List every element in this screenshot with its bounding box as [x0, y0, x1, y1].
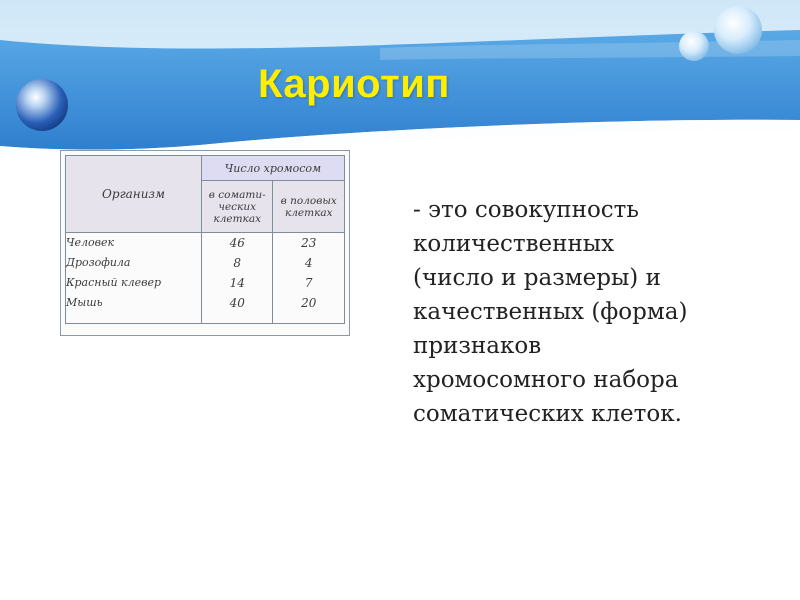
sex-count: 20 [301, 296, 317, 310]
chromosome-table-image [60, 150, 350, 336]
sex-column [273, 233, 345, 324]
sex-count: 23 [301, 236, 317, 250]
definition-line: качественных (форма) [413, 299, 688, 325]
somatic-count: 14 [229, 276, 245, 290]
definition-line: признаков [413, 333, 542, 359]
definition-line: соматических клеток. [413, 401, 682, 427]
chromosome-table [65, 155, 345, 324]
organism-column [66, 233, 202, 324]
header-sex-cells: в половых клетках [273, 181, 345, 233]
somatic-column [201, 233, 273, 324]
organism-name: Красный клевер [66, 276, 162, 289]
header-chromosome-count: Число хромосом [201, 156, 344, 181]
definition-text [413, 193, 783, 431]
somatic-count: 46 [229, 236, 245, 250]
organism-name: Дрозофила [66, 256, 131, 269]
sex-count: 4 [304, 256, 313, 270]
orb-left-icon [16, 79, 68, 131]
definition-line: хромосомного набора [413, 367, 679, 393]
slide-title: Кариотип [258, 62, 450, 106]
somatic-count: 40 [229, 296, 245, 310]
table-body-row [66, 233, 345, 324]
header-somatic-cells: в сомати- ческих клетках [201, 181, 273, 233]
sex-count: 7 [304, 276, 313, 290]
header-banner [0, 0, 800, 170]
somatic-count: 8 [233, 256, 242, 270]
header-organism: Организм [66, 156, 202, 233]
organism-name: Мышь [66, 296, 103, 309]
organism-name: Человек [66, 236, 115, 249]
orb-right-small-icon [679, 31, 709, 61]
definition-line: количественных [413, 231, 615, 257]
orb-right-large-icon [714, 6, 762, 54]
definition-line: (число и размеры) и [413, 265, 661, 291]
definition-line: - это совокупность [413, 197, 639, 223]
